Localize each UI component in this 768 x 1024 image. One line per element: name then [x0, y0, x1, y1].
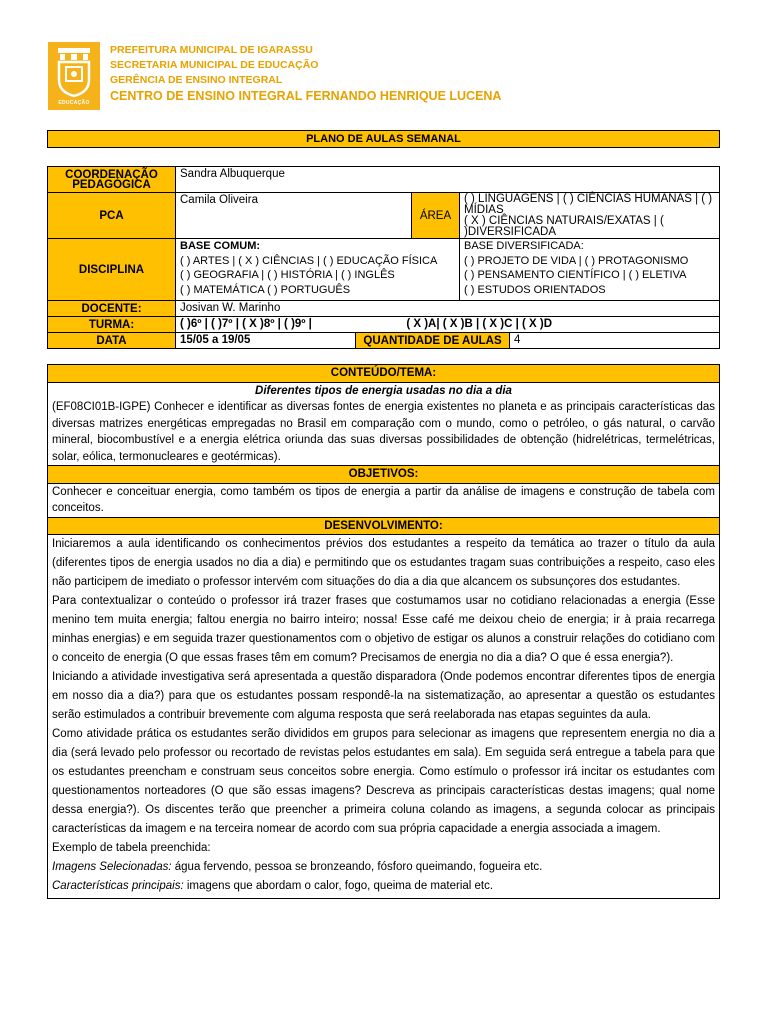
imagens-selecionadas-label: Imagens Selecionadas:	[52, 861, 172, 873]
desenvolvimento-paragraph-2: Para contextualizar o conteúdo o professor irá trazer frases que costumamos usar no cotidiano relacionadas a energia (Esse menino tem muita energia; faltou energia no bairro inteiro; nossa! Esse café me deixou cheio de energia; ir à praia recarrega minhas energias) e em seguida trazer questionamentos com o objetivo de estigar os alunos a construir relações do cotidiano com o conceito de energia (O que essas frases têm em comum? Precisamos de energia no dia a dia? O que é essa energia?).	[52, 595, 715, 664]
pca-value: Camila Oliveira	[176, 193, 412, 239]
header-line-4: CENTRO DE ENSINO INTEGRAL FERNANDO HENRIQUE LUCENA	[110, 89, 502, 103]
quantidade-aulas-label: QUANTIDADE DE AULAS	[356, 333, 510, 349]
plan-title: PLANO DE AULAS SEMANAL	[48, 131, 720, 148]
discipline-label: DISCIPLINA	[48, 239, 176, 301]
turma-grades: ( )6º | ( )7º | ( X )8º | ( )9º |	[180, 318, 312, 330]
base-diversificada-line-2: ( ) PENSAMENTO CIENTÍFICO | ( ) ELETIVA	[464, 269, 687, 281]
base-comum-cell	[176, 239, 460, 301]
tema-text: (EF08CI01B-IGPE) Conhecer e identificar as diversas fontes de energia existentes no planeta e as principais características das diversas matrizes energéticas empregadas no Brasil em comparação com o mundo, como o petróleo, o gás natural, o carvão mineral, biocombustível e a energia elétrica oriunda das suas diversas possibilidades de obtenção (hidrelétricas, termelétricas, solar, eólica, termonucleares e geotérmicas).	[52, 401, 715, 463]
turma-classes: ( X )A| ( X )B | ( X )C | ( X )D	[406, 318, 553, 330]
base-diversificada-cell	[460, 239, 720, 301]
base-comum-line-3: ( ) MATEMÁTICA ( ) PORTUGUÊS	[180, 283, 351, 296]
area-options-line-2: ( X ) CIÊNCIAS NATURAIS/EXATAS | ( )DIVERSIFICADA	[464, 215, 664, 238]
base-comum-line-1: ( ) ARTES | ( X ) CIÊNCIAS | ( ) EDUCAÇÃO FÍSICA	[180, 254, 438, 267]
plan-title-table	[47, 130, 720, 148]
desenvolvimento-paragraph-7	[52, 877, 715, 896]
area-label: ÁREA	[412, 193, 460, 239]
docente-value: Josivan W. Marinho	[176, 301, 720, 317]
desenvolvimento-paragraph-1: Iniciaremos a aula identificando os conhecimentos prévios dos estudantes a respeito da temática ao trazer o título da aula (diferentes tipos de energia usados no dia a dia) e permitindo que os estudantes tragam suas contribuições a respeito, caso eles não participem de imediato o professor intervém com situações do dia a dia que alcancem os subsunçores dos estudantes.	[52, 538, 715, 588]
header-line-2: SECRETARIA MUNICIPAL DE EDUCAÇÃO	[110, 59, 319, 71]
coordination-label: COORDENAÇÃO PEDAGÓGICA	[48, 167, 176, 193]
tema-label: CONTEÚDO/TEMA:	[48, 365, 720, 383]
desenvolvimento-paragraph-3: Iniciando a atividade investigativa será apresentada a questão disparadora (Onde podemos encontrar diferentes tipos de energia em nosso dia a dia?) para que os estudantes possam respondê-la na sistematização, ao apresentar a questão os estudantes serão estimulados a contribuir brevemente com alguma resposta que será reelaborada nas etapas seguintes da aula.	[52, 671, 715, 721]
objetivos-text: Conhecer e conceituar energia, como também os tipos de energia a partir da análise de imagens e construção de tabela com conceitos.	[48, 483, 720, 517]
objetivos-label: OBJETIVOS:	[48, 466, 720, 484]
data-label: DATA	[48, 333, 176, 349]
caracteristicas-principais-text: imagens que abordam o calor, fogo, queima de material etc.	[183, 880, 494, 892]
desenvolvimento-paragraph-5: Exemplo de tabela preenchida:	[52, 842, 211, 854]
coordination-value: Sandra Albuquerque	[176, 167, 720, 193]
desenvolvimento-label: DESENVOLVIMENTO:	[48, 517, 720, 535]
info-table	[47, 166, 720, 349]
coat-of-arms-icon	[54, 46, 94, 98]
content-table	[47, 364, 720, 899]
base-diversificada-line-3: ( ) ESTUDOS ORIENTADOS	[464, 283, 606, 296]
caracteristicas-principais-label: Características principais:	[52, 880, 184, 892]
quantidade-aulas-value: 4	[510, 333, 720, 349]
area-options-line-1: ( ) LINGUAGENS | ( ) CIÊNCIAS HUMANAS | ( ) MÍDIAS	[464, 193, 713, 216]
desenvolvimento-paragraph-6	[52, 858, 715, 877]
desenvolvimento-paragraph-4: Como atividade prática os estudantes serão divididos em grupos para selecionar as imagens que representem energia no dia a dia (será levado pelo professor ou recortado de revistas pelos estudantes em sala). Em seguida será entregue a tabela para que os estudantes preencham e construam seus conceitos sobre energia. Como estímulo o professor irá incitar os estudantes com questionamentos norteadores (O que são essas imagens? Descreva as principais características destas imagens; qual nome dessa energia?). Os discentes terão que preencher a primeira coluna colando as imagens, a segunda colocar as principais características da imagem e na terceira nomear de acordo com sua própria capacidade a energia associada a imagem.	[52, 728, 715, 835]
tema-title: Diferentes tipos de energia usadas no dia a dia	[255, 384, 512, 397]
area-options	[460, 193, 720, 239]
education-logo	[48, 42, 100, 110]
logo-caption: EDUCAÇÃO	[58, 100, 90, 106]
pca-label: PCA	[48, 193, 176, 239]
data-value: 15/05 a 19/05	[176, 333, 356, 349]
desenvolvimento-cell	[48, 535, 720, 899]
header-line-1: PREFEITURA MUNICIPAL DE IGARASSU	[110, 44, 313, 56]
header-line-3: GERÊNCIA DE ENSINO INTEGRAL	[110, 74, 283, 86]
base-comum-title: BASE COMUM:	[180, 240, 261, 252]
document-header	[48, 42, 728, 112]
imagens-selecionadas-text: água fervendo, pessoa se bronzeando, fósforo queimando, fogueira etc.	[171, 861, 543, 873]
base-diversificada-title: BASE DIVERSIFICADA:	[464, 240, 584, 252]
turma-label: TURMA:	[48, 317, 176, 333]
base-diversificada-line-1: ( ) PROJETO DE VIDA | ( ) PROTAGONISMO	[464, 254, 689, 267]
turma-value-cell	[176, 317, 720, 333]
base-comum-line-2: ( ) GEOGRAFIA | ( ) HISTÓRIA | ( ) INGLÊS	[180, 269, 395, 281]
tema-cell	[48, 382, 720, 466]
docente-label: DOCENTE:	[48, 301, 176, 317]
